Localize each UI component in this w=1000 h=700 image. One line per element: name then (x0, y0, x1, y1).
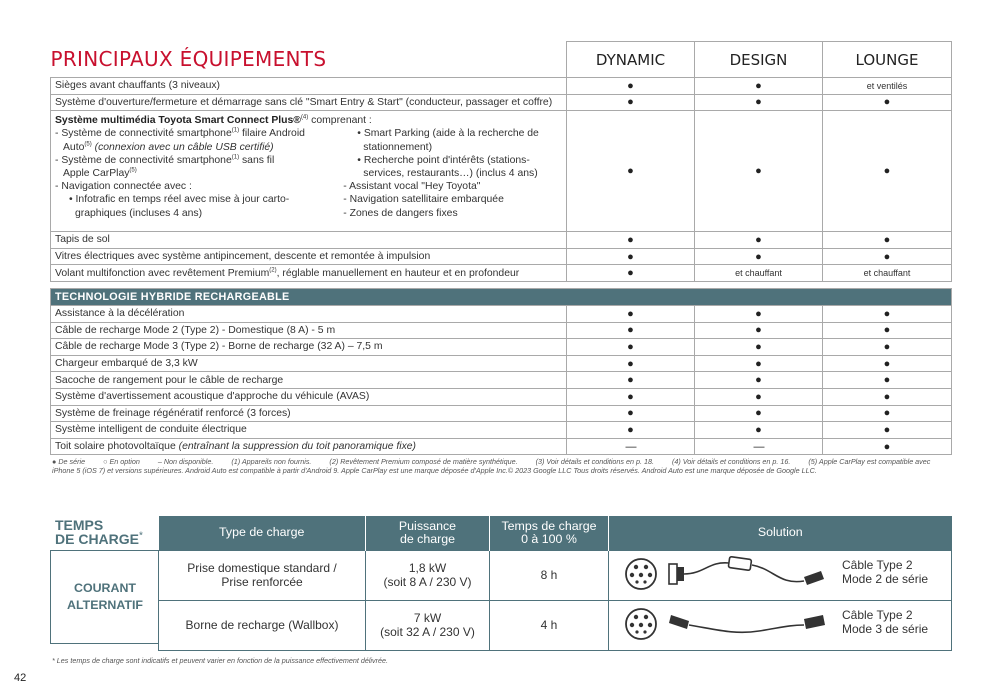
feature-label: Système d'avertissement acoustique d'approche du véhicule (AVAS) (51, 388, 567, 405)
charge-solution (609, 550, 952, 600)
mark-design: ● (695, 322, 823, 339)
legend-note-2: (2) Revêtement Premium composé de matière synthétique. (329, 457, 518, 466)
table-row-multimedia (51, 111, 952, 232)
mark-lounge: ● (823, 405, 952, 422)
header-time: Temps de charge 0 à 100 % (490, 516, 609, 550)
feature-label: Sacoche de rangement pour le câble de recharge (51, 372, 567, 389)
feature-label: Volant multifonction avec revêtement Premium$^{(2)}$, réglable manuellement en hauteur et en profondeur (51, 265, 567, 282)
charge-time: 4 h (490, 600, 609, 650)
mark-dynamic: ● (567, 388, 695, 405)
section-header-row (51, 288, 952, 305)
alternating-current-label: COURANT ALTERNATIF (50, 550, 159, 644)
mark-lounge: ● (823, 305, 952, 322)
mark-lounge: ● (823, 355, 952, 372)
variant-lounge-header: LOUNGE (823, 42, 952, 78)
legend-standard: ● De série (52, 457, 86, 466)
variant-design-header: DESIGN (695, 42, 823, 78)
feature-label: Chargeur embarqué de 3,3 kW (51, 355, 567, 372)
mark-dynamic: ● (567, 265, 695, 282)
mark-lounge: ● (823, 322, 952, 339)
legend-note-3: (3) Voir détails et conditions en p. 18. (535, 457, 654, 466)
multimedia-title: Système multimédia Toyota Smart Connect Plus®$^{(4)}$ comprenant : (55, 114, 372, 127)
mark-dynamic: ● (567, 355, 695, 372)
mark-design: ● (695, 388, 823, 405)
charging-row-wallbox (159, 600, 952, 650)
mark-design: ● (695, 339, 823, 356)
table-row (51, 94, 952, 111)
mark-design: ● (695, 355, 823, 372)
table-row (51, 339, 952, 356)
mark-design: ● (695, 111, 823, 232)
charge-power: 1,8 kW (soit 8 A / 230 V) (366, 550, 490, 600)
table-row (51, 372, 952, 389)
mark-design: ● (695, 305, 823, 322)
feature-label: Tapis de sol (51, 232, 567, 249)
legend-note-4: (4) Voir détails et conditions en p. 16. (671, 457, 791, 466)
mark-dynamic: ● (567, 339, 695, 356)
mark-dynamic: ● (567, 232, 695, 249)
mark-dynamic: ● (567, 305, 695, 322)
mark-dynamic: ● (567, 422, 695, 439)
mark-dynamic: ● (567, 111, 695, 232)
mark-lounge: ● (823, 94, 952, 111)
charge-power: 7 kW (soit 32 A / 230 V) (366, 600, 490, 650)
charge-time: 8 h (490, 550, 609, 600)
header-power: Puissance de charge (366, 516, 490, 550)
equipment-header-row (51, 42, 952, 78)
feature-label: Vitres électriques avec système antipincement, descente et remontée à impulsion (51, 248, 567, 265)
equipment-table (50, 41, 952, 455)
mark-design: et chauffant (695, 265, 823, 282)
mark-lounge: et ventilés (823, 78, 952, 95)
mark-dynamic: ● (567, 372, 695, 389)
mark-design: ● (695, 78, 823, 95)
mark-lounge: ● (823, 232, 952, 249)
feature-label: Assistance à la décélération (51, 305, 567, 322)
mark-design: ● (695, 422, 823, 439)
mark-lounge: ● (823, 339, 952, 356)
multimedia-feature-cell (51, 111, 567, 232)
feature-label: Système de freinage régénératif renforcé (3 forces) (51, 405, 567, 422)
table-row (51, 322, 952, 339)
header-solution: Solution (609, 516, 952, 550)
mark-design: ● (695, 248, 823, 265)
mark-lounge: ● (823, 438, 952, 455)
legend-note-1: (1) Appareils non fournis. (231, 457, 312, 466)
mode3-cable-icon (609, 601, 839, 647)
table-row (51, 405, 952, 422)
table-spacer (51, 281, 952, 288)
table-row (51, 265, 952, 282)
mark-lounge: ● (823, 111, 952, 232)
feature-label: Système d'ouverture/fermeture et démarrage sans clé "Smart Entry & Start" (conducteur, passager et coffre) (51, 94, 567, 111)
mark-dynamic: ● (567, 78, 695, 95)
feature-label: Sièges avant chauffants (3 niveaux) (51, 78, 567, 95)
table-row (51, 438, 952, 455)
mark-design: ● (695, 94, 823, 111)
charge-solution (609, 600, 952, 650)
charging-header-row (159, 516, 952, 550)
multimedia-col-b: • Smart Parking (aide à la recherche de stationnement) • Recherche point d'intérêts (stations- services, restaurants…) (inclus 4 ans) - Assistant vocal "Hey Toyota" - Navigation satellitaire embarquée - Zones de dangers fixes (343, 128, 539, 219)
section-title: TECHNOLOGIE HYBRIDE RECHARGEABLE (51, 288, 952, 305)
charging-row-domestic (159, 550, 952, 600)
variant-dynamic-header: DYNAMIC (567, 42, 695, 78)
feature-label: Câble de recharge Mode 3 (Type 2) - Borne de recharge (32 A) – 7,5 m (51, 339, 567, 356)
header-charge-type: Type de charge (159, 516, 366, 550)
mark-lounge: ● (823, 422, 952, 439)
mark-design: ● (695, 405, 823, 422)
charge-type: Borne de recharge (Wallbox) (159, 600, 366, 650)
legend-unavailable: – Non disponible. (157, 457, 214, 466)
mark-lounge: ● (823, 388, 952, 405)
mark-dynamic: ● (567, 248, 695, 265)
table-row (51, 305, 952, 322)
feature-label: Toit solaire photovoltaïque (entraînant la suppression du toit panoramique fixe) (51, 438, 567, 455)
table-row (51, 248, 952, 265)
feature-label: Système intelligent de conduite électrique (51, 422, 567, 439)
mark-dynamic: ● (567, 322, 695, 339)
mark-design: ● (695, 372, 823, 389)
mark-design: ● (695, 232, 823, 249)
feature-label: Câble de recharge Mode 2 (Type 2) - Domestique (8 A) - 5 m (51, 322, 567, 339)
solution-label: Câble Type 2 Mode 2 de série (842, 557, 929, 586)
legend-line-2: iPhone 5 (iOS 7) et versions supérieures. Android Auto est compatible à partir d'Android 9. Apple CarPlay est une marque déposée d'Apple Inc.© 2023 Google LLC Tous droits réservés. Android Auto est une marque déposée de Google LLC. (52, 465, 817, 475)
charge-type: Prise domestique standard / Prise renforcée (159, 550, 366, 600)
solution-label: Câble Type 2 Mode 3 de série (842, 607, 929, 636)
mark-lounge: ● (823, 248, 952, 265)
mark-dynamic: — (567, 438, 695, 455)
legend-note-5: (5) Apple CarPlay est compatible avec (808, 457, 931, 466)
mode2-cable-icon (609, 551, 839, 597)
mark-dynamic: ● (567, 405, 695, 422)
table-row (51, 232, 952, 249)
mark-dynamic: ● (567, 94, 695, 111)
table-row (51, 388, 952, 405)
charging-footnote: * Les temps de charge sont indicatifs et peuvent varier en fonction de la puissance effectivement délivrée. (52, 656, 389, 665)
page-number: 42 (14, 672, 27, 684)
mark-lounge: et chauffant (823, 265, 952, 282)
mark-design: — (695, 438, 823, 455)
charging-time-label: TEMPS DE CHARGE* (55, 517, 143, 547)
legend (52, 458, 952, 475)
legend-option: ○ En option (103, 457, 140, 466)
multimedia-col-a: - Système de connectivité smartphone$^{(1)}$ filaire Android Auto$^{(5)}$ (connexion avec un câble USB certifié) - Système de connectivité smartphone$^{(1)}$ sans fil Apple CarPlay$^{(5)}$ - Navigation connectée avec : • Infotrafic en temps réel avec mise à jour carto- graphiques (incluses 4 ans) (55, 127, 305, 219)
table-row (51, 422, 952, 439)
page-title: PRINCIPAUX ÉQUIPEMENTS (51, 42, 567, 78)
mark-lounge: ● (823, 372, 952, 389)
charging-table (158, 516, 952, 651)
table-row (51, 78, 952, 95)
table-row (51, 355, 952, 372)
